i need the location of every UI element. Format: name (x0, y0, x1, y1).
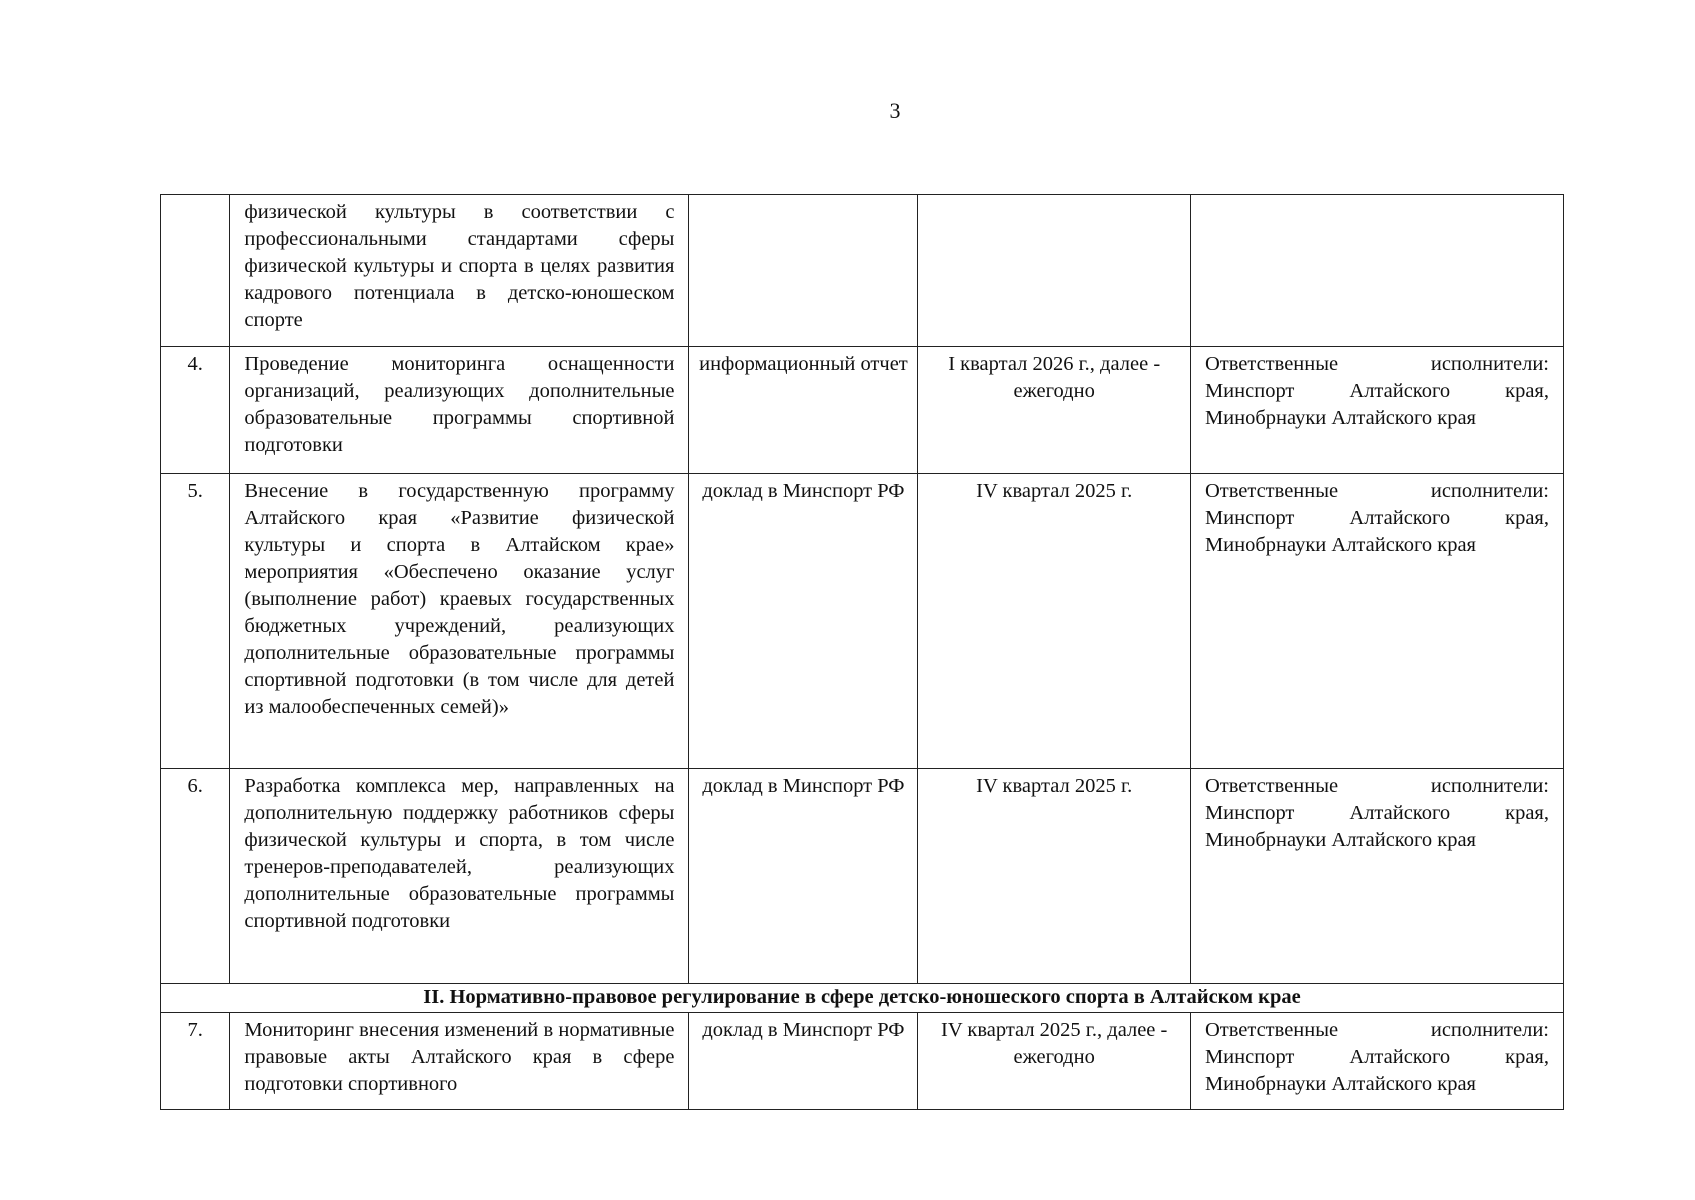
cell-deadline: I квартал 2026 г., далее - ежегодно (918, 347, 1191, 474)
cell-deadline: IV квартал 2025 г. (918, 769, 1191, 984)
cell-deadline (918, 195, 1191, 347)
table-row (161, 769, 1564, 984)
cell-action: Разработка комплекса мер, направленных на дополнительную поддержку работников сферы физической культуры и спорта, в том числе тренеров-преподавателей, реализующих дополнительные образовательные программы спортивной подготовки (230, 769, 689, 984)
cell-action: физической культуры в соответствии с профессиональными стандартами сферы физической культуры и спорта в целях развития кадрового потенциала в детско-юношеском спорте (230, 195, 689, 347)
cell-report-form: информационный отчет (689, 347, 918, 474)
section-heading-row (161, 984, 1564, 1013)
cell-number: 7. (161, 1013, 230, 1110)
cell-number: 5. (161, 474, 230, 769)
cell-responsible: Ответственные исполнители: Минспорт Алтайского края, Минобрнауки Алтайского края (1190, 769, 1563, 984)
cell-action: Мониторинг внесения изменений в нормативные правовые акты Алтайского края в сфере подготовки спортивного (230, 1013, 689, 1110)
cell-responsible: Ответственные исполнители: Минспорт Алтайского края, Минобрнауки Алтайского края (1190, 1013, 1563, 1110)
cell-responsible: Ответственные исполнители: Минспорт Алтайского края, Минобрнауки Алтайского края (1190, 347, 1563, 474)
cell-deadline: IV квартал 2025 г., далее - ежегодно (918, 1013, 1191, 1110)
cell-responsible (1190, 195, 1563, 347)
cell-action: Проведение мониторинга оснащенности организаций, реализующих дополнительные образовательные программы спортивной подготовки (230, 347, 689, 474)
table-row (161, 1013, 1564, 1110)
cell-report-form: доклад в Минспорт РФ (689, 769, 918, 984)
cell-action: Внесение в государственную программу Алтайского края «Развитие физической культуры и спорта в Алтайском крае» мероприятия «Обеспечено оказание услуг (выполнение работ) краевых государственных бюджетных учреждений, реализующих дополнительные образовательные программы спортивной подготовки (в том числе для детей из малообеспеченных семей)» (230, 474, 689, 769)
cell-deadline: IV квартал 2025 г. (918, 474, 1191, 769)
action-plan-table (160, 194, 1564, 1110)
cell-report-form: доклад в Минспорт РФ (689, 474, 918, 769)
table-row (161, 474, 1564, 769)
section-heading: II. Нормативно-правовое регулирование в сфере детско-юношеского спорта в Алтайском крае (161, 984, 1564, 1013)
page-number: 3 (889, 98, 901, 123)
table-row-continuation (161, 195, 1564, 347)
cell-number (161, 195, 230, 347)
cell-responsible: Ответственные исполнители: Минспорт Алтайского края, Минобрнауки Алтайского края (1190, 474, 1563, 769)
cell-report-form (689, 195, 918, 347)
cell-report-form: доклад в Минспорт РФ (689, 1013, 918, 1110)
cell-number: 4. (161, 347, 230, 474)
table-row (161, 347, 1564, 474)
cell-number: 6. (161, 769, 230, 984)
